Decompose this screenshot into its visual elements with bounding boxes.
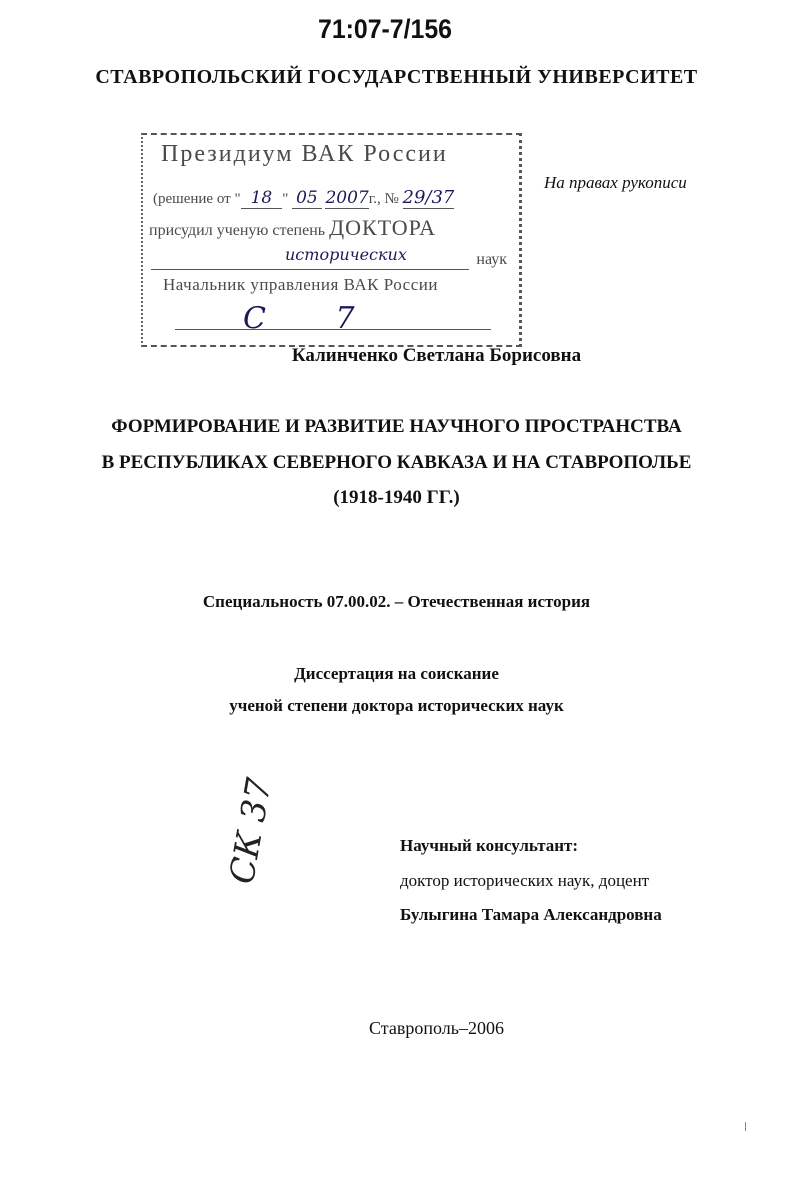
stamp-decision-prefix: (решение от [153,191,231,207]
stamp-awarded-line [149,215,436,241]
stamp-head-signature: С 7 [243,301,385,336]
stamp-decision-line: (решение от " 18 " 05 2007г., № 29/37 [153,187,455,208]
scan-mark [745,1122,749,1131]
vak-stamp [141,133,522,347]
stamp-field-handwritten: исторических [285,245,407,264]
stamp-decision-year: 2007 [325,188,369,208]
consultant-name: Булыгина Тамара Александровна [400,905,662,924]
dissertation-title-line-2: В РЕСПУБЛИКАХ СЕВЕРНОГО КАВКАЗА И НА СТАВРОПОЛЬЕ [101,452,692,473]
dissertation-type-line-1: Диссертация на соискание [294,664,499,683]
specialty: Специальность 07.00.02. – Отечественная история [202,592,591,611]
stamp-decision-month: 05 [292,188,322,209]
stamp-title: Президиум ВАК России [161,141,448,167]
consultant-degree: доктор исторических наук, доцент [400,871,650,890]
author-name: Калинченко Светлана Борисовна [291,345,582,366]
stamp-awarded-degree: ДОКТОРА [329,215,436,240]
dissertation-type-line-2: ученой степени доктора исторических наук [229,696,564,715]
city-year: Ставрополь–2006 [369,1018,504,1038]
dissertation-title-line-1: ФОРМИРОВАНИЕ И РАЗВИТИЕ НАУЧНОГО ПРОСТРАНСТВА [111,416,682,437]
stamp-decision-day: 18 [241,188,283,209]
stamp-decision-year-suffix: г., № [368,191,399,207]
stamp-decision-number: 29/37 [402,187,455,208]
dissertation-title-line-3: (1918-1940 ГГ.) [333,487,460,508]
manuscript-note: На правах рукописи [544,173,687,192]
archive-code: 71:07-7/156 [318,14,452,44]
stamp-awarded-prefix: присудил ученую степень [149,222,326,239]
stamp-nauk: наук [476,251,507,268]
stamp-head-title: Начальник управления ВАК России [163,275,438,294]
university-name: СТАВРОПОЛЬСКИЙ ГОСУДАРСТВЕННЫЙ УНИВЕРСИТЕТ [95,66,698,88]
margin-signature: СК 37 [222,775,280,887]
consultant-label: Научный консультант: [400,836,579,855]
